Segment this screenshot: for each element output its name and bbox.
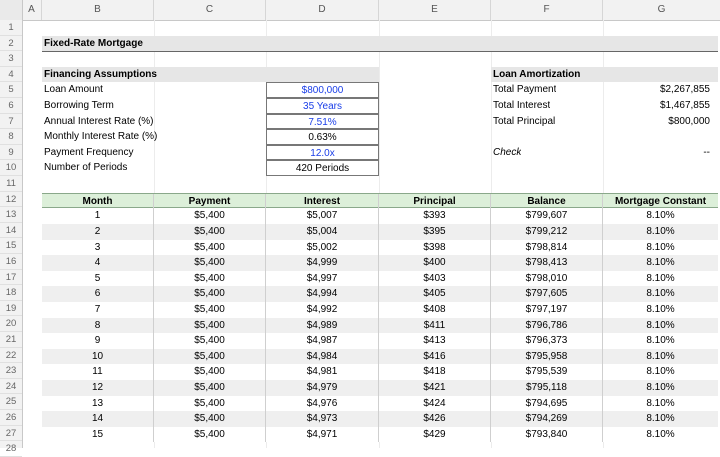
cell-interest[interactable]: $4,981 <box>266 364 379 380</box>
table-row <box>42 286 718 302</box>
cell-principal[interactable]: $424 <box>379 396 491 412</box>
cell-balance[interactable]: $794,269 <box>491 411 603 427</box>
row-header[interactable]: 21 <box>0 332 22 348</box>
cell-mortgage-constant[interactable]: 8.10% <box>646 241 675 253</box>
cell-balance[interactable]: $798,413 <box>491 255 603 271</box>
cell-interest[interactable]: $4,979 <box>266 380 379 396</box>
cell-payment[interactable]: $5,400 <box>154 349 266 365</box>
row-header[interactable]: 19 <box>0 301 22 317</box>
row-header[interactable]: 14 <box>0 223 22 239</box>
row-header[interactable]: 1 <box>0 20 22 36</box>
row-header[interactable]: 25 <box>0 394 22 410</box>
cell-payment[interactable]: $5,400 <box>154 286 266 302</box>
cell-principal[interactable]: $426 <box>379 411 491 427</box>
monthly-rate-cell[interactable]: 0.63% <box>266 129 379 145</box>
cell-mortgage-constant[interactable]: 8.10% <box>646 303 675 315</box>
cell-principal[interactable]: $408 <box>379 302 491 318</box>
cell-mortgage-constant[interactable]: 8.10% <box>646 335 675 347</box>
column-header-f[interactable]: F <box>491 0 603 20</box>
column-header-e[interactable]: E <box>379 0 491 20</box>
cell-mortgage-constant[interactable]: 8.10% <box>646 381 675 393</box>
column-header-c[interactable]: C <box>154 0 266 20</box>
cell-month[interactable]: 9 <box>42 333 154 349</box>
table-row <box>42 255 718 271</box>
annual-rate-label[interactable]: Annual Interest Rate (%) <box>44 115 154 127</box>
cell-balance[interactable]: $796,786 <box>491 318 603 334</box>
column-heading-payment[interactable]: Payment <box>154 194 266 210</box>
row-header[interactable]: 11 <box>0 176 22 192</box>
cell-month[interactable]: 5 <box>42 271 154 287</box>
cell-month[interactable]: 3 <box>42 240 154 256</box>
total-payment-label[interactable]: Total Payment <box>493 84 557 96</box>
amortization-table <box>42 193 718 443</box>
row-header[interactable]: 8 <box>0 129 22 145</box>
table-header-row <box>42 193 718 209</box>
cell-payment[interactable]: $5,400 <box>154 208 266 224</box>
cell-payment[interactable]: $5,400 <box>154 240 266 256</box>
cell-payment[interactable]: $5,400 <box>154 224 266 240</box>
cell-interest[interactable]: $5,002 <box>266 240 379 256</box>
payment-frequency-input[interactable]: 12.0x <box>266 145 379 161</box>
total-interest-value[interactable]: $1,467,855 <box>659 100 710 111</box>
cell-principal[interactable]: $413 <box>379 333 491 349</box>
cell-interest[interactable]: $5,004 <box>266 224 379 240</box>
annual-rate-input[interactable]: 7.51% <box>266 114 379 130</box>
row-header[interactable]: 6 <box>0 98 22 114</box>
column-header-a[interactable]: A <box>22 0 42 20</box>
cell-principal[interactable]: $400 <box>379 255 491 271</box>
cell-balance[interactable]: $797,197 <box>491 302 603 318</box>
cell-mortgage-constant[interactable]: 8.10% <box>646 272 675 284</box>
check-label[interactable]: Check <box>493 146 522 158</box>
cell-balance[interactable]: $795,118 <box>491 380 603 396</box>
cell-balance[interactable]: $795,539 <box>491 364 603 380</box>
table-row <box>42 333 718 349</box>
cell-month[interactable]: 8 <box>42 318 154 334</box>
column-header-g[interactable]: G <box>657 4 666 15</box>
cell-balance[interactable]: $796,373 <box>491 333 603 349</box>
borrowing-term-label[interactable]: Borrowing Term <box>44 100 114 111</box>
row-header[interactable]: 7 <box>0 114 22 130</box>
cell-payment[interactable]: $5,400 <box>154 302 266 318</box>
cell-interest[interactable]: $4,997 <box>266 271 379 287</box>
table-row <box>42 318 718 334</box>
cell-payment[interactable]: $5,400 <box>154 396 266 412</box>
column-header-bar <box>0 0 720 21</box>
cell-balance[interactable]: $795,958 <box>491 349 603 365</box>
cell-month[interactable]: 2 <box>42 224 154 240</box>
cell-interest[interactable]: $4,971 <box>266 427 379 443</box>
cell-mortgage-constant[interactable]: 8.10% <box>646 428 675 440</box>
cell-payment[interactable]: $5,400 <box>154 271 266 287</box>
cell-principal[interactable]: $429 <box>379 427 491 443</box>
cell-interest[interactable]: $4,989 <box>266 318 379 334</box>
borrowing-term-input[interactable]: 35 Years <box>266 98 379 114</box>
cell-interest[interactable]: $4,984 <box>266 349 379 365</box>
select-all-corner[interactable] <box>0 0 23 20</box>
cell-month[interactable]: 6 <box>42 286 154 302</box>
table-row <box>42 208 718 224</box>
table-row <box>42 380 718 396</box>
column-heading-mortgage-constant[interactable]: Mortgage Constant <box>614 195 707 207</box>
table-row <box>42 240 718 256</box>
row-header[interactable]: 9 <box>0 145 22 161</box>
cell-interest[interactable]: $4,999 <box>266 255 379 271</box>
row-header[interactable]: 2 <box>0 36 22 52</box>
cell-principal[interactable]: $416 <box>379 349 491 365</box>
cell-payment[interactable]: $5,400 <box>154 255 266 271</box>
cell-interest[interactable]: $4,992 <box>266 302 379 318</box>
cell-principal[interactable]: $393 <box>379 208 491 224</box>
cell-balance[interactable]: $797,605 <box>491 286 603 302</box>
cell-month[interactable]: 12 <box>42 380 154 396</box>
cell-mortgage-constant[interactable]: 8.10% <box>646 288 675 300</box>
number-of-periods-cell[interactable]: 420 Periods <box>266 160 379 176</box>
total-principal-label[interactable]: Total Principal <box>493 115 556 127</box>
column-heading-month[interactable]: Month <box>42 194 154 210</box>
cell-balance[interactable]: $798,010 <box>491 271 603 287</box>
cell-mortgage-constant[interactable]: 8.10% <box>646 366 675 378</box>
loan-amount-input[interactable]: $800,000 <box>266 82 379 98</box>
column-heading-interest[interactable]: Interest <box>266 194 379 210</box>
row-header[interactable]: 5 <box>0 82 22 98</box>
row-header[interactable]: 20 <box>0 316 22 332</box>
cell-month[interactable]: 4 <box>42 255 154 271</box>
cell-balance[interactable]: $799,607 <box>491 208 603 224</box>
cell-payment[interactable]: $5,400 <box>154 427 266 443</box>
cell-mortgage-constant[interactable]: 8.10% <box>646 397 675 409</box>
cell-mortgage-constant[interactable]: 8.10% <box>646 319 675 331</box>
cell-payment[interactable]: $5,400 <box>154 411 266 427</box>
cell-interest[interactable]: $4,987 <box>266 333 379 349</box>
cell-month[interactable]: 7 <box>42 302 154 318</box>
cell-mortgage-constant[interactable]: 8.10% <box>646 210 675 222</box>
row-header[interactable]: 13 <box>0 207 22 223</box>
cell-balance[interactable]: $798,814 <box>491 240 603 256</box>
cell-payment[interactable]: $5,400 <box>154 364 266 380</box>
cell-payment[interactable]: $5,400 <box>154 380 266 396</box>
cell-interest[interactable]: $5,007 <box>266 208 379 224</box>
row-header[interactable]: 18 <box>0 285 22 301</box>
row-header[interactable]: 27 <box>0 426 22 442</box>
cell-interest[interactable]: $4,973 <box>266 411 379 427</box>
cell-payment[interactable]: $5,400 <box>154 333 266 349</box>
total-principal-value[interactable]: $800,000 <box>668 115 710 127</box>
cell-principal[interactable]: $418 <box>379 364 491 380</box>
cell-principal[interactable]: $403 <box>379 271 491 287</box>
row-header[interactable]: 10 <box>0 160 22 176</box>
row-header-bar <box>0 20 23 455</box>
cell-month[interactable]: 13 <box>42 396 154 412</box>
cell-interest[interactable]: $4,994 <box>266 286 379 302</box>
row-header[interactable]: 28 <box>0 441 22 457</box>
table-row <box>42 271 718 287</box>
cell-mortgage-constant[interactable]: 8.10% <box>646 350 675 362</box>
total-interest-label[interactable]: Total Interest <box>493 100 551 111</box>
table-row <box>42 349 718 365</box>
row-header[interactable]: 16 <box>0 254 22 270</box>
cell-balance[interactable]: $794,695 <box>491 396 603 412</box>
cell-mortgage-constant[interactable]: 8.10% <box>646 257 675 269</box>
cell-interest[interactable]: $4,976 <box>266 396 379 412</box>
table-row <box>42 396 718 412</box>
financing-heading[interactable]: Financing Assumptions <box>44 68 157 80</box>
column-header-d[interactable]: D <box>266 0 379 20</box>
cell-mortgage-constant[interactable]: 8.10% <box>646 413 675 425</box>
cell-principal[interactable]: $395 <box>379 224 491 240</box>
cell-balance[interactable]: $799,212 <box>491 224 603 240</box>
table-row <box>42 302 718 318</box>
cell-month[interactable]: 15 <box>42 427 154 443</box>
cell-balance[interactable]: $793,840 <box>491 427 603 443</box>
cell-month[interactable]: 14 <box>42 411 154 427</box>
table-row <box>42 364 718 380</box>
monthly-rate-label[interactable]: Monthly Interest Rate (%) <box>44 131 158 143</box>
payment-frequency-label[interactable]: Payment Frequency <box>44 146 134 158</box>
sheet-title[interactable]: Fixed-Rate Mortgage <box>44 37 143 49</box>
row-header[interactable]: 24 <box>0 379 22 395</box>
table-row <box>42 427 718 443</box>
cell-principal[interactable]: $398 <box>379 240 491 256</box>
check-value[interactable]: -- <box>703 146 710 158</box>
total-payment-value[interactable]: $2,267,855 <box>659 84 710 96</box>
number-of-periods-label[interactable]: Number of Periods <box>44 162 128 174</box>
row-header[interactable]: 17 <box>0 270 22 286</box>
cell-month[interactable]: 10 <box>42 349 154 365</box>
row-header[interactable]: 3 <box>0 51 22 67</box>
row-header[interactable]: 15 <box>0 238 22 254</box>
row-header[interactable]: 22 <box>0 348 22 364</box>
table-row <box>42 224 718 240</box>
column-header-b[interactable]: B <box>42 0 154 20</box>
cell-payment[interactable]: $5,400 <box>154 318 266 334</box>
row-header[interactable]: 26 <box>0 410 22 426</box>
row-header[interactable]: 23 <box>0 363 22 379</box>
loan-amount-label[interactable]: Loan Amount <box>44 84 103 96</box>
column-heading-principal[interactable]: Principal <box>379 194 491 210</box>
row-header[interactable]: 12 <box>0 192 22 208</box>
summary-heading[interactable]: Loan Amortization <box>493 68 581 80</box>
cell-month[interactable]: 1 <box>42 208 154 224</box>
cell-principal[interactable]: $421 <box>379 380 491 396</box>
row-header[interactable]: 4 <box>0 67 22 83</box>
cell-month[interactable]: 11 <box>42 364 154 380</box>
cell-principal[interactable]: $405 <box>379 286 491 302</box>
table-row <box>42 411 718 427</box>
cell-mortgage-constant[interactable]: 8.10% <box>646 225 675 237</box>
cell-principal[interactable]: $411 <box>379 318 491 334</box>
title-bar <box>42 36 718 53</box>
column-heading-balance[interactable]: Balance <box>491 194 603 210</box>
